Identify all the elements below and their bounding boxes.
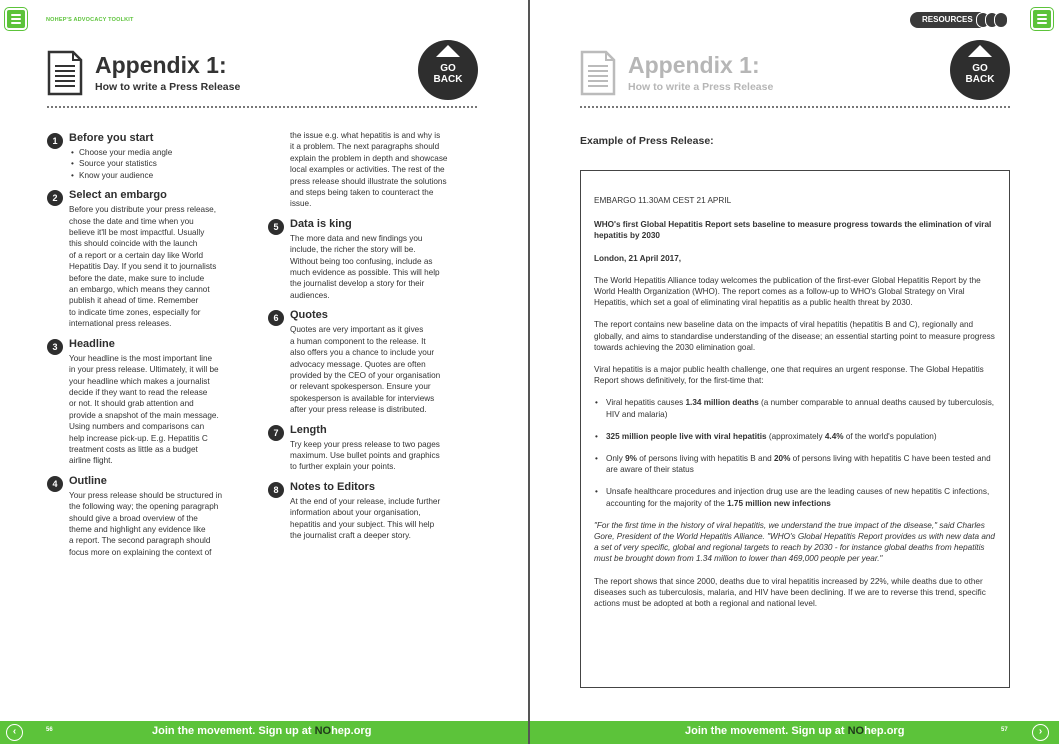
section-1 <box>47 130 262 181</box>
section-number: 2 <box>47 190 63 206</box>
section-heading: Data is king <box>290 217 352 230</box>
section-2 <box>47 187 262 329</box>
tagline-no: NO <box>847 725 865 737</box>
section-3 <box>47 336 262 467</box>
pr-embargo: EMBARGO 11.30AM CEST 21 APRIL <box>594 196 732 205</box>
list-item: • Know your audience <box>69 170 262 181</box>
bullet-text: Viral hepatitis causes <box>606 398 686 408</box>
list-item <box>594 486 996 508</box>
section-text: The more data and new findings you include, the richer the story will be. Without being too confusing, include as much evidence as possible. This will help the journalist develop a story for their audiences. <box>290 233 440 300</box>
section-heading: Before you start <box>69 132 154 144</box>
pr-paragraph: The World Hepatitis Alliance today welcomes the publication of the first-ever Global Hepatitis Report by the World Health Organization (WHO). The report comes as a follow-up to WHO's Global Strategy on Viral Hepatitis, which set a goal of eliminating viral hepatitis as a public health threat by 2030. <box>594 275 981 308</box>
section-text: the issue e.g. what hepatitis is and why is it a problem. The next paragraphs should explain the problem in depth and showcase local examples or activities. The rest of the press release should illustrate the solutions and steps being taken to counteract the issue. <box>290 131 448 209</box>
section-5 <box>268 216 483 301</box>
section-heading: Quotes <box>290 309 328 322</box>
section-number: 7 <box>268 425 284 441</box>
section-number: 1 <box>47 133 63 149</box>
bullet-bold: 1.34 million deaths <box>685 398 759 408</box>
pr-quote: "For the first time in the history of viral hepatitis, we understand the true impact of the disease," said Charles Gore, President of the World Hepatitis Alliance. "WHO's Global Hepatitis Report provides us with new data and a set of very specific, global and regional targets to reach by 2030 - for instance global deaths from hepatitis must be brought down from 1.34 million to lower than 469,000 people per year." <box>594 520 995 564</box>
pr-paragraph: The report shows that since 2000, deaths due to viral hepatitis increased by 22%, while deaths due to other diseases such as tuberculosis, malaria, and HIV have been declining. If we are to reverse this trend, specific actions must be adopted at both a regional and national level. <box>594 576 986 609</box>
chevron-left-icon[interactable]: ‹ <box>6 724 23 741</box>
section-text: Before you distribute your press release, chose the date and time when you believe it'll be most impactful. Usually this should coincide with the launch of a report or a certain day like World Hepatitis Day. If you send it to journalists before the date, make sure to include an embargo, which means they cannot publish it ahead of time. Remember to indicate time zones, especially for international press releases. <box>69 205 217 329</box>
section-text: Your headline is the most important line in your press release. Ultimately, it will be your headline which makes a journalist decide if they want to read the release or not. It should grab attention and provide a snapshot of the main message. Using numbers and comparisons can help increase pick-up. E.g. Hepatitis C treatment costs as little as a budget airline flight. <box>69 353 219 466</box>
bullet-text: (approximately <box>766 431 825 441</box>
section-4-continued <box>268 130 483 210</box>
document-icon <box>580 50 616 96</box>
section-8 <box>268 479 483 542</box>
section-text: At the end of your release, include further information about your organisation, hepatitis and your subject. This will help the journalist craft a deeper story. <box>290 496 441 540</box>
bullet-bold: 325 million people live with viral hepatitis <box>606 431 767 441</box>
go-back-line2: BACK <box>965 74 995 85</box>
tagline-domain: hep.org <box>864 725 905 737</box>
section-number: 8 <box>268 482 284 498</box>
tagline-text: Join the movement. Sign up at <box>152 725 315 737</box>
list-item: • Source your statistics <box>69 158 262 169</box>
bullet-bold: 9% <box>625 454 637 464</box>
bullet-text: Unsafe healthcare procedures and injection drug use are the leading causes of new hepatitis C infections, accounting for the majority of the <box>606 487 990 508</box>
document-icon <box>47 50 83 96</box>
example-heading: Example of Press Release: <box>580 135 714 147</box>
column-1 <box>47 130 262 564</box>
go-back-line1: GO <box>440 63 456 74</box>
bullet-text: of persons living with hepatitis B and <box>636 454 774 464</box>
go-back-line2: BACK <box>433 74 463 85</box>
section-heading: Length <box>290 423 327 436</box>
page-number: 57 <box>1001 727 1008 733</box>
section-6 <box>268 307 483 415</box>
section-4 <box>47 473 262 558</box>
section-heading: Outline <box>69 474 107 487</box>
footer-tagline[interactable] <box>685 725 904 737</box>
page-number: 56 <box>46 727 53 733</box>
list-item <box>594 397 996 419</box>
pr-headline: WHO's first Global Hepatitis Report sets baseline to measure progress towards the elimination of viral hepatitis by 2030 <box>594 220 992 241</box>
list-item: • Choose your media angle <box>69 147 262 158</box>
bullet-text: Only <box>606 454 626 464</box>
go-back-button[interactable] <box>950 40 1010 100</box>
bullet-text: of the world's population) <box>843 431 937 441</box>
chevron-right-icon[interactable]: › <box>1032 724 1049 741</box>
section-number: 5 <box>268 219 284 235</box>
page-subtitle: How to write a Press Release <box>628 81 774 93</box>
up-arrow-icon <box>968 45 992 57</box>
footer-tagline[interactable] <box>152 725 371 737</box>
bullet-bold: 1.75 million new infections <box>727 498 831 508</box>
section-number: 6 <box>268 310 284 326</box>
resources-label: RESOURCES <box>910 12 981 28</box>
section-text: Your press release should be structured in the following way; the opening paragraph should give a broad overview of the theme and highlight any evidence like a report. The second paragraph should focus more on explaining the context of <box>69 490 223 557</box>
section-text: Try keep your press release to two pages maximum. Use bullet points and graphics to further explain your points. <box>290 439 440 472</box>
section-number: 3 <box>47 339 63 355</box>
divider <box>580 106 1010 108</box>
up-arrow-icon <box>436 45 460 57</box>
menu-icon[interactable] <box>5 8 27 30</box>
section-heading: Notes to Editors <box>290 480 375 493</box>
pr-bullet-list <box>594 397 996 508</box>
pr-paragraph: The report contains new baseline data on the impacts of viral hepatitis (hepatitis B and C), regionally and globally, and aims to standardise understanding of the disease; an essential starting point to measure progress towards achieving the 2030 elimination goal. <box>594 320 995 352</box>
footer-bar <box>0 721 528 744</box>
bullet-text: (a number comparable to annual deaths caused by tuberculosis, HIV and malaria) <box>606 398 995 419</box>
list-item <box>594 453 996 475</box>
toolkit-label: NOHEP'S ADVOCACY TOOLKIT <box>46 17 134 23</box>
page-title: Appendix 1: <box>628 52 760 78</box>
section-heading: Headline <box>69 337 115 350</box>
menu-icon[interactable] <box>1031 8 1053 30</box>
section-number: 4 <box>47 476 63 492</box>
pr-dateline: London, 21 April 2017, <box>594 253 682 263</box>
bullet-bold: 20% <box>773 454 791 464</box>
section-text: Quotes are very important as it gives a human component to the release. It also offers you a chance to include your advocacy message. Quotes are often provided by the CEO of your organisation or relevant spokesperson. Ensure your spokesperson is available for interviews after your press release is distributed. <box>290 325 441 415</box>
tagline-no: NO <box>314 725 332 737</box>
bullet-list <box>69 147 262 181</box>
bullet-text: of persons living with hepatitis C have been tested and are aware of their status <box>606 454 991 475</box>
list-item <box>594 431 996 442</box>
tab-dot <box>994 12 1008 28</box>
resources-tab[interactable] <box>910 12 1010 28</box>
go-back-button[interactable] <box>418 40 478 100</box>
footer-bar <box>530 721 1059 744</box>
press-release-box <box>580 170 1010 688</box>
tagline-domain: hep.org <box>331 725 372 737</box>
pr-paragraph: Viral hepatitis is a major public health challenge, one that requires an urgent response. The Global Hepatitis Report shows definitively, for the first-time that: <box>594 365 984 386</box>
column-2 <box>268 130 483 547</box>
page-title: Appendix 1: <box>95 52 227 78</box>
right-page <box>530 0 1059 744</box>
divider <box>47 106 477 108</box>
bullet-bold: 4.4% <box>824 431 844 441</box>
tagline-text: Join the movement. Sign up at <box>685 725 848 737</box>
page-subtitle: How to write a Press Release <box>95 81 241 93</box>
left-page <box>0 0 528 744</box>
section-7 <box>268 422 483 473</box>
section-heading: Select an embargo <box>69 189 167 202</box>
go-back-line1: GO <box>972 63 988 74</box>
